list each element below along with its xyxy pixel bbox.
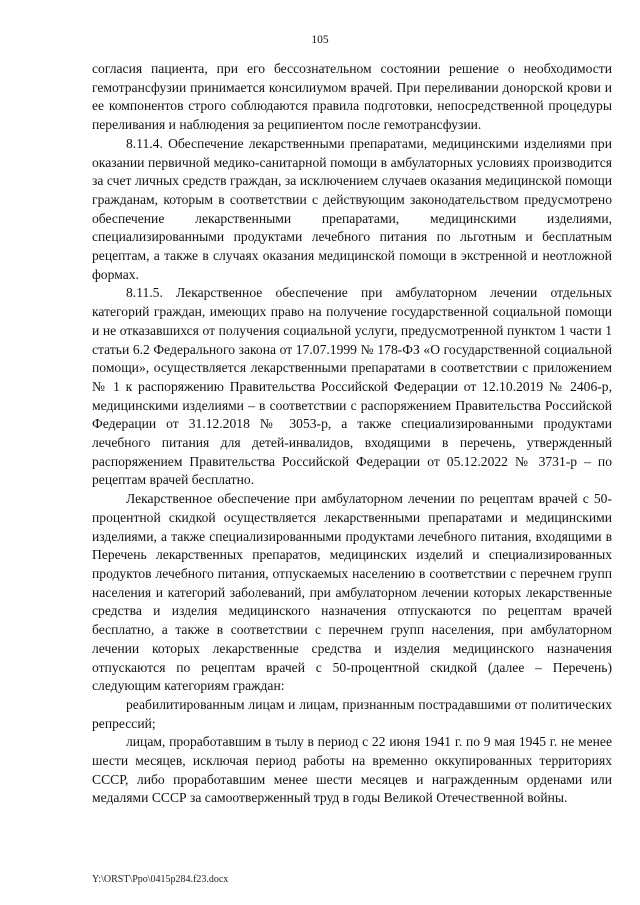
list-item-rehabilitated: реабилитированным лицам и лицам, признанным пострадавшими от политических репрессий; bbox=[92, 696, 612, 731]
paragraph-8-11-5: 8.11.5. Лекарственное обеспечение при амбулаторном лечении отдельных категорий граждан, имеющих право на получение государственной социальной помощи и не отказавшихся от получения социальной услуги, предусмотренной пунктом 1 части 1 статьи 6.2 Федерального закона от 17.07.1999 № 178-ФЗ «О государственной социальной помощи», осуществляется лекарственными препаратами в соответствии с приложением № 1 к распоряжению Правительства Российской Федерации от 12.10.2019 № 2406-р, медицинскими изделиями – в соответствии с распоряжением Правительства Российской Федерации от 31.12.2018 № 3053-р, а также специализированными продуктами лечебного питания для детей-инвалидов, входящими в перечень, утвержденный распоряжением Правительства Российской Федерации от 05.12.2022 № 3731-р – по рецептам врачей бесплатно. bbox=[92, 285, 612, 488]
footer-file-path: Y:\ORST\Ppo\0415p284.f23.docx bbox=[92, 874, 229, 885]
paragraph-discount-provision: Лекарственное обеспечение при амбулаторном лечении по рецептам врачей с 50-процентной скидкой осуществляется лекарственными препаратами и медицинскими изделиями, а также специализированными продуктами лечебного питания, входящими в Перечень лекарственных препаратов, медицинских изделий и специализированных продуктов лечебного питания, отпускаемых населению в соответствии с перечнем групп населения и категорий заболеваний, при амбулаторном лечении которых лекарственные средства и изделия медицинского назначения отпускаются по рецептам врачей бесплатно, а также в соответствии с перечнем групп населения, при амбулаторном лечении которых лекарственные средства и изделия медицинского назначения отпускаются по рецептам врачей с 50-процентной скидкой (далее – Перечень) следующим категориям граждан: bbox=[92, 491, 612, 694]
document-body bbox=[92, 60, 612, 808]
list-item-home-front-workers: лицам, проработавшим в тылу в период с 22 июня 1941 г. по 9 мая 1945 г. не менее шести месяцев, исключая период работы на временно оккупированных территориях СССР, либо проработавшим менее шести месяцев и награжденным орденами или медалями СССР за самоотверженный труд в годы Великой Отечественной войны. bbox=[92, 734, 612, 806]
page-number: 105 bbox=[311, 34, 329, 46]
paragraph-continuation: согласия пациента, при его бессознательном состоянии решение о необходимости гемотрансфузии принимается консилиумом врачей. При переливании донорской крови и ее компонентов строго соблюдаются правила подготовки, непосредственной процедуры переливания и наблюдения за реципиентом после гемотрансфузии. bbox=[92, 61, 612, 133]
paragraph-8-11-4: 8.11.4. Обеспечение лекарственными препаратами, медицинскими изделиями при оказании первичной медико-санитарной помощи в амбулаторных условиях производится за счет личных средств граждан, за исключением случаев оказания медицинской помощи гражданам, которым в соответствии с действующим законодательством предусмотрено обеспечение лекарственными препаратами, медицинскими изделиями, специализированными продуктами лечебного питания по льготным и бесплатным рецептам, а также в случаях оказания медицинской помощи в экстренной и неотложной формах. bbox=[92, 135, 612, 282]
